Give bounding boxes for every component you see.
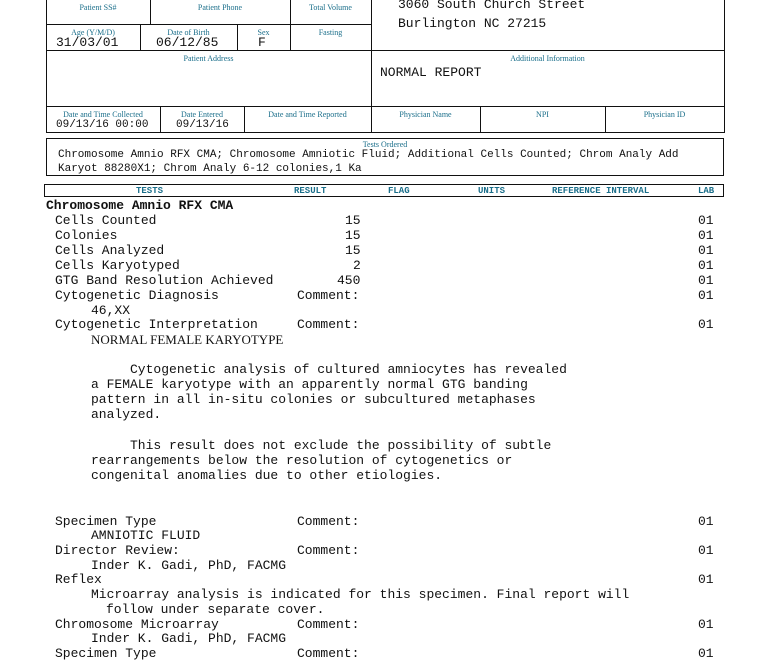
physician-id-label: Physician ID	[643, 110, 686, 119]
additional-info-value: NORMAL REPORT	[380, 65, 482, 80]
specimen-test: Specimen Type	[55, 514, 157, 529]
interpretation-lab: 01	[698, 317, 714, 332]
reflex-lab: 01	[698, 572, 714, 587]
interpretation-para1-line: Cytogenetic analysis of cultured amniocytes has revealed	[91, 362, 567, 377]
section-title: Chromosome Amnio RFX CMA	[46, 198, 234, 213]
microarray-value: Inder K. Gadi, PhD, FACMG	[91, 631, 287, 646]
specimen2-test: Specimen Type	[55, 646, 157, 661]
entered-label: Date Entered	[181, 110, 223, 119]
col-tests: TESTS	[136, 186, 164, 196]
director-lab: 01	[698, 543, 714, 558]
director-test: Director Review:	[55, 543, 180, 558]
specimen-comment-label: Comment:	[297, 514, 360, 529]
microarray-comment-label: Comment:	[297, 617, 360, 632]
col-flag: FLAG	[388, 186, 410, 196]
row-lab: 01	[698, 228, 714, 243]
row-lab: 01	[698, 213, 714, 228]
interpretation-para1-line: analyzed.	[91, 407, 162, 422]
row-test: GTG Band Resolution Achieved	[55, 273, 274, 288]
row-result: 15	[345, 228, 361, 243]
age-value: 31/03/01	[56, 35, 119, 50]
age-label: Age (Y/M/D)	[71, 28, 115, 37]
patient-address-label: Patient Address	[183, 54, 234, 63]
patient-phone-label: Patient Phone	[197, 3, 243, 12]
row-test: Cells Counted	[55, 213, 157, 228]
interpretation-para1-line: a FEMALE karyotype with an apparently normal GTG banding	[91, 377, 528, 392]
reported-label: Date and Time Reported	[268, 110, 347, 119]
tests-ordered-line2: Karyot 88280X1; Chrom Analy 6-12 colonies,1 Ka	[58, 163, 362, 175]
interpretation-comment-label: Comment:	[297, 317, 360, 332]
row-test: Cells Karyotyped	[55, 258, 180, 273]
diagnosis-comment-label: Comment:	[297, 288, 360, 303]
specimen2-lab: 01	[698, 646, 714, 661]
col-units: UNITS	[478, 186, 506, 196]
entered-value: 09/13/16	[176, 119, 229, 131]
diagnosis-test: Cytogenetic Diagnosis	[55, 288, 219, 303]
tests-ordered-label: Tests Ordered	[362, 140, 408, 149]
row-test: Cells Analyzed	[55, 243, 165, 258]
diagnosis-value: 46,XX	[91, 303, 131, 318]
fasting-label: Fasting	[318, 28, 343, 37]
dob-value: 06/12/85	[156, 35, 219, 50]
row-result: 15	[345, 243, 361, 258]
interpretation-para2-line: congenital anomalies due to other etiologies.	[91, 468, 443, 483]
dob-label: Date of Birth	[167, 28, 210, 37]
tests-ordered-line1: Chromosome Amnio RFX CMA; Chromosome Amniotic Fluid; Additional Cells Counted; Chrom Analy Add	[58, 149, 679, 161]
patient-ss-label: Patient SS#	[79, 3, 117, 12]
collected-value: 09/13/16 00:00	[56, 119, 149, 131]
collected-label: Date and Time Collected	[63, 110, 143, 119]
total-volume-label: Total Volume	[309, 3, 352, 12]
row-result: 450	[337, 273, 361, 288]
interpretation-para1-line: pattern in all in-situ colonies or subcultured metaphases	[91, 392, 536, 407]
specimen2-comment-label: Comment:	[297, 646, 360, 661]
lab-address-line2: Burlington NC 27215	[398, 16, 547, 31]
specimen-lab: 01	[698, 514, 714, 529]
diagnosis-lab: 01	[698, 288, 714, 303]
interpretation-test: Cytogenetic Interpretation	[55, 317, 258, 332]
specimen-value: AMNIOTIC FLUID	[91, 528, 201, 543]
row-test: Colonies	[55, 228, 118, 243]
reflex-test: Reflex	[55, 572, 102, 587]
col-reference: REFERENCE INTERVAL	[552, 186, 650, 196]
col-result: RESULT	[294, 186, 327, 196]
row-lab: 01	[698, 243, 714, 258]
col-lab: LAB	[698, 186, 715, 196]
interpretation-para2-line: This result does not exclude the possibility of subtle	[91, 438, 552, 453]
physician-name-label: Physician Name	[399, 110, 452, 119]
row-result: 2	[353, 258, 361, 273]
sex-value: F	[258, 35, 266, 50]
npi-label: NPI	[536, 110, 549, 119]
reflex-line1: Microarray analysis is indicated for this specimen. Final report will	[91, 587, 630, 602]
row-lab: 01	[698, 273, 714, 288]
additional-info-label: Additional Information	[510, 54, 585, 63]
director-comment-label: Comment:	[297, 543, 360, 558]
interpretation-value: NORMAL FEMALE KARYOTYPE	[91, 332, 284, 347]
microarray-lab: 01	[698, 617, 714, 632]
sex-label: Sex	[257, 28, 270, 37]
reflex-line2: follow under separate cover.	[106, 602, 325, 617]
lab-address-line1: 3060 South Church Street	[398, 0, 586, 12]
interpretation-para2-line: rearrangements below the resolution of cytogenetics or	[91, 453, 513, 468]
row-result: 15	[345, 213, 361, 228]
row-lab: 01	[698, 258, 714, 273]
director-value: Inder K. Gadi, PhD, FACMG	[91, 558, 287, 573]
microarray-test: Chromosome Microarray	[55, 617, 219, 632]
